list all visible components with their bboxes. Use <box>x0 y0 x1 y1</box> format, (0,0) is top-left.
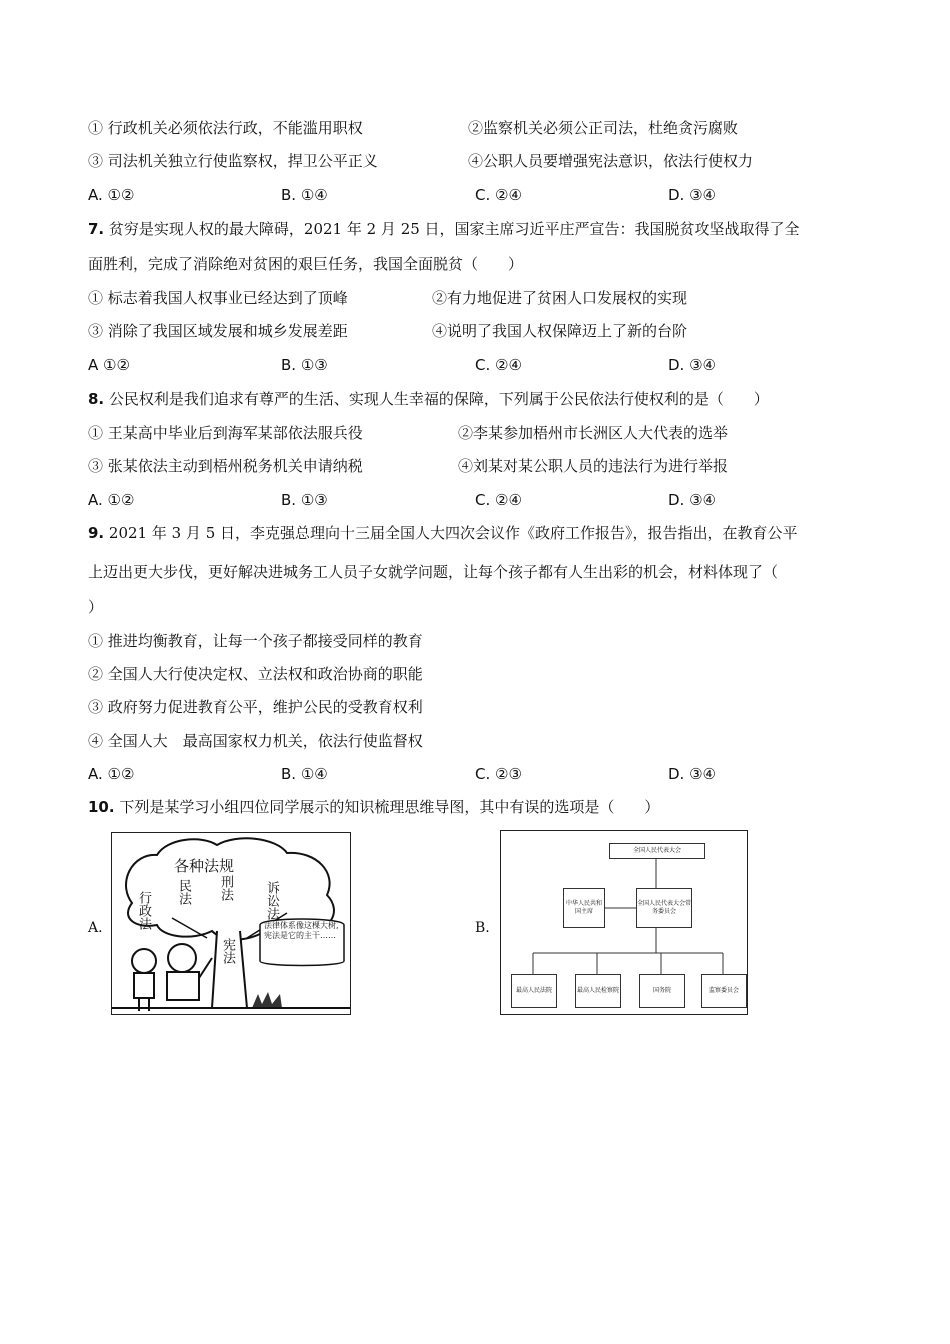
org-box-supreme-court: 最高人民法院 <box>511 974 557 1008</box>
cartoon-crown-label: 各种法规 <box>174 857 235 875</box>
q10-stem-line-1: 下列是某学习小组四位同学展示的知识梳理思维导图，其中有误的选项是（ ） <box>114 798 660 816</box>
law-tree-cartoon[interactable] <box>111 832 351 1015</box>
cartoon-speech-text: 法律体系像这棵大树,宪法是它的主干…… <box>264 921 339 940</box>
q7-option-3: ③ 消除了我国区域发展和城乡发展差距 <box>88 322 348 340</box>
q8-number: 8. <box>88 390 105 408</box>
q7-answer-c[interactable]: C. ②④ <box>475 356 522 374</box>
q8-stem <box>88 389 769 409</box>
q6-answer-b[interactable]: B. ①④ <box>281 186 328 204</box>
q7-option-2: ②有力地促进了贫困人口发展权的实现 <box>432 289 688 307</box>
org-box-supervisory-commission: 监察委员会 <box>701 974 747 1008</box>
cartoon-branch-admin: 行政法 <box>136 891 151 930</box>
q8-answer-a[interactable]: A. ①② <box>88 491 135 509</box>
cartoon-trunk-label: 宪法 <box>220 938 235 964</box>
q8-answer-d[interactable]: D. ③④ <box>668 491 716 509</box>
q8-answer-c[interactable]: C. ②④ <box>475 491 522 509</box>
q8-answer-b[interactable]: B. ①③ <box>281 491 328 509</box>
state-organ-chart[interactable] <box>500 830 748 1015</box>
q9-number: 9. <box>88 524 105 542</box>
org-box-supreme-procuratorate: 最高人民检察院 <box>575 974 621 1008</box>
q10-stem <box>88 797 659 817</box>
q10-label-a[interactable]: A. <box>88 920 103 936</box>
q7-number: 7. <box>88 220 105 238</box>
q6-option-4: ④公职人员要增强宪法意识，依法行使权力 <box>468 152 754 170</box>
q7-answer-b[interactable]: B. ①③ <box>281 356 328 374</box>
q6-answer-c[interactable]: C. ②④ <box>475 186 522 204</box>
q9-option-4: ④ 全国人大 最高国家权力机关，依法行使监督权 <box>88 732 423 750</box>
q7-stem-line-1: 贫穷是实现人权的最大障碍，2021 年 2 月 25 日，国家主席习近平庄严宣告：我国脱贫攻坚战取得了全 <box>104 220 800 238</box>
q7-option-4: ④说明了我国人权保障迈上了新的台阶 <box>432 322 688 340</box>
cartoon-branch-procedure: 诉讼法 <box>264 881 279 920</box>
q10-number: 10. <box>88 798 115 816</box>
q9-answer-b[interactable]: B. ①④ <box>281 765 328 783</box>
q7-answer-d[interactable]: D. ③④ <box>668 356 716 374</box>
q9-stem <box>88 523 798 543</box>
q10-label-b[interactable]: B. <box>475 920 490 936</box>
q7-option-1: ① 标志着我国人权事业已经达到了顶峰 <box>88 289 348 307</box>
q6-answer-d[interactable]: D. ③④ <box>668 186 716 204</box>
org-box-state-council: 国务院 <box>639 974 685 1008</box>
q8-stem-line-1: 公民权利是我们追求有尊严的生活、实现人生幸福的保障，下列属于公民依法行使权利的是（ ） <box>104 390 769 408</box>
q9-answer-d[interactable]: D. ③④ <box>668 765 716 783</box>
q9-stem-line-2: 上迈出更大步伐，更好解决进城务工人员子女就学问题，让每个孩子都有人生出彩的机会，材料体现了（ <box>88 563 779 581</box>
q9-answer-a[interactable]: A. ①② <box>88 765 135 783</box>
q9-option-3: ③ 政府努力促进教育公平，维护公民的受教育权利 <box>88 698 423 716</box>
org-box-npc-standing-committee: 全国人民代表大会常务委员会 <box>636 888 692 928</box>
org-box-president: 中华人民共和国主席 <box>563 888 605 928</box>
q7-stem <box>88 219 800 239</box>
q8-option-2: ②李某参加梧州市长洲区人大代表的选举 <box>458 424 729 442</box>
q9-answer-c[interactable]: C. ②③ <box>475 765 522 783</box>
q6-option-3: ③ 司法机关独立行使监察权，捍卫公平正义 <box>88 152 378 170</box>
q9-stem-line-1: 2021 年 3 月 5 日，李克强总理向十三届全国人大四次会议作《政府工作报告》，报告指出，在教育公平 <box>104 524 798 542</box>
q9-option-1: ① 推进均衡教育，让每一个孩子都接受同样的教育 <box>88 632 423 650</box>
q7-answer-a[interactable]: A ①② <box>88 356 130 374</box>
q8-option-3: ③ 张某依法主动到梧州税务机关申请纳税 <box>88 457 363 475</box>
cartoon-branch-criminal: 刑法 <box>218 875 233 901</box>
org-box-npc: 全国人民代表大会 <box>609 843 705 859</box>
q8-option-4: ④刘某对某公职人员的违法行为进行举报 <box>458 457 729 475</box>
q9-option-2: ② 全国人大行使决定权、立法权和政治协商的职能 <box>88 665 423 683</box>
q6-option-1: ① 行政机关必须依法行政，不能滥用职权 <box>88 119 363 137</box>
q7-stem-line-2: 面胜利，完成了消除绝对贫困的艰巨任务，我国全面脱贫（ ） <box>88 255 524 273</box>
q6-option-2: ②监察机关必须公正司法，杜绝贪污腐败 <box>468 119 739 137</box>
q8-option-1: ① 王某高中毕业后到海军某部依法服兵役 <box>88 424 363 442</box>
q6-answer-a[interactable]: A. ①② <box>88 186 135 204</box>
q9-stem-line-3: ） <box>88 598 104 616</box>
cartoon-branch-civil: 民法 <box>176 879 191 905</box>
